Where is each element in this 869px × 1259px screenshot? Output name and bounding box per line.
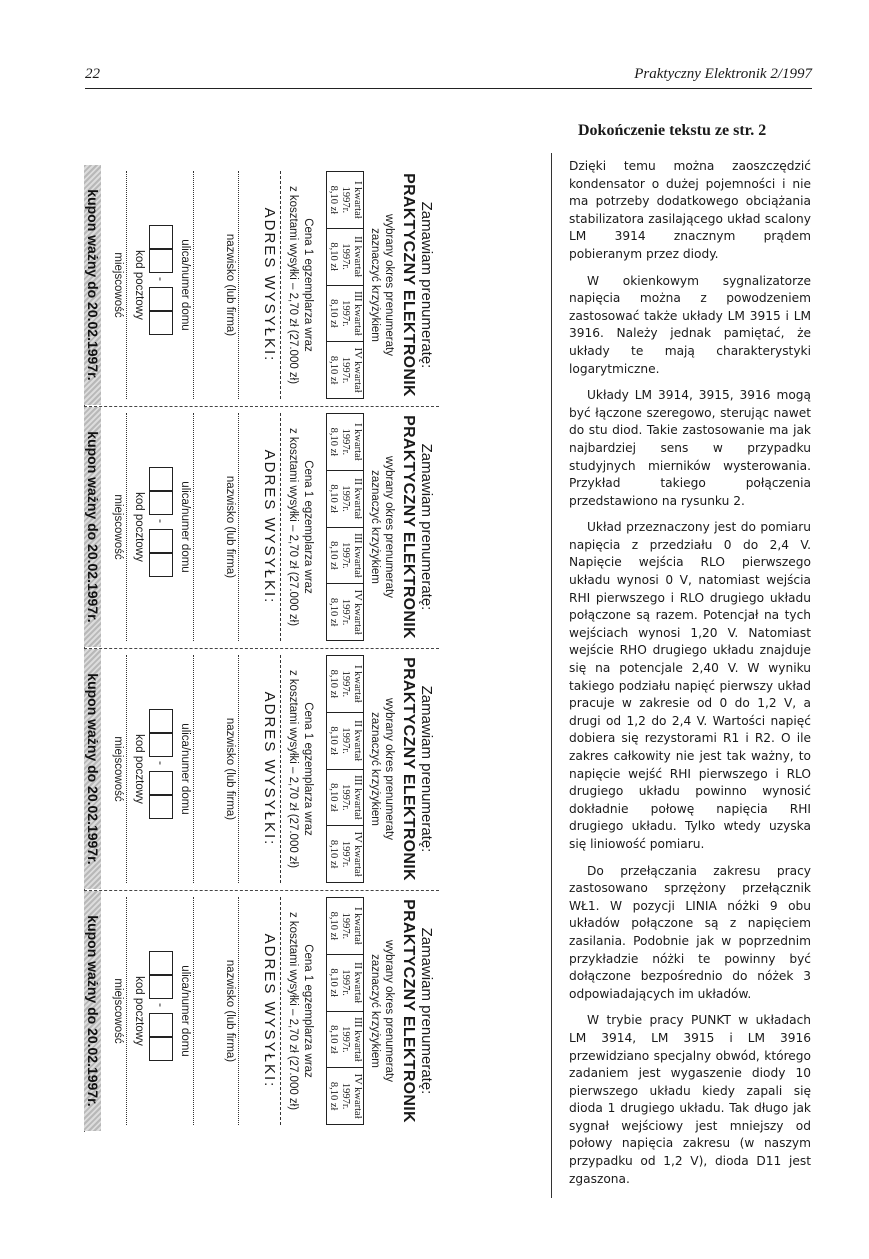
article-paragraph: Dzięki temu można zaoszczędzić kondensator o dużej pojemności i nie ma potrzeby dodatkowego obciążania stabilizatora zasilającego układ scalony LM 3914 znacznym prądem pobieranym przez diody. (569, 159, 811, 261)
postal-digit-box[interactable] (149, 225, 173, 249)
mark-instruction: zaznaczyć krzyżykiem (369, 712, 381, 826)
price-note: Cena 1 egzemplarza wraz (302, 218, 314, 352)
postal-digit-box[interactable] (149, 951, 173, 975)
city-label: miejscowość (112, 494, 124, 560)
mark-instruction: zaznaczyć krzyżykiem (369, 954, 381, 1068)
postal-digit-box[interactable] (149, 553, 173, 577)
street-label: ulica/numer domu (179, 481, 191, 573)
city-label: miejscowość (112, 252, 124, 318)
quarter-checkbox-4[interactable]: IV kwartał 1997r. 8,10 zł (327, 826, 364, 883)
postal-digit-box[interactable] (149, 311, 173, 335)
coupon (84, 407, 439, 647)
order-heading: Zamawiam prenumeratę: (418, 927, 435, 1095)
street-label: ulica/numer domu (179, 965, 191, 1057)
city-field[interactable] (126, 171, 127, 399)
postal-dash: - (154, 761, 168, 765)
divider-line (280, 897, 281, 1125)
postal-digit-box[interactable] (149, 709, 173, 733)
coupon-rotated (84, 649, 439, 889)
name-field[interactable] (238, 897, 239, 1125)
brand-name: PRAKTYCZNY ELEKTRONIK (400, 415, 417, 639)
postal-code-field[interactable] (149, 225, 173, 345)
brand-name: PRAKTYCZNY ELEKTRONIK (400, 899, 417, 1123)
postal-digit-box[interactable] (149, 771, 173, 795)
price-note-shipping: z kosztami wysyłki – 2,70 zł (27.000 zł) (287, 669, 299, 869)
article-paragraph: Do przełączania zakresu pracy zastosowano sprzężony przełącznik WŁ1. W pozycji LINIA nóżki 9 obu układów połączone są z napięciem zasilania. Podobnie jak w poprzednim przykładzie nóżki te powinny być dołączone bezpośrednio do nóżek 3 odpowiadających im układów. (569, 863, 811, 1001)
coupon-cut-line (84, 890, 439, 891)
period-label: wybrany okres prenumeraty (383, 214, 395, 356)
divider-line (280, 171, 281, 399)
street-field[interactable] (193, 413, 194, 641)
address-heading: ADRES WYSYŁKI: (261, 449, 278, 605)
quarter-checkbox-4[interactable]: IV kwartał 1997r. 8,10 zł (327, 342, 364, 399)
quarter-checkbox-4[interactable]: IV kwartał 1997r. 8,10 zł (327, 1068, 364, 1125)
postal-digit-box[interactable] (149, 975, 173, 999)
price-note: Cena 1 egzemplarza wraz (302, 702, 314, 836)
divider-line (280, 655, 281, 883)
quarter-table (326, 655, 364, 883)
name-label: nazwisko (lub firma) (224, 959, 236, 1063)
city-field[interactable] (126, 413, 127, 641)
price-note-shipping: z kosztami wysyłki – 2,70 zł (27.000 zł) (287, 427, 299, 627)
postal-digit-box[interactable] (149, 1013, 173, 1037)
price-note-shipping: z kosztami wysyłki – 2,70 zł (27.000 zł) (287, 911, 299, 1111)
postal-label: kod pocztowy (133, 250, 145, 320)
page-number: 22 (85, 66, 100, 82)
street-field[interactable] (193, 897, 194, 1125)
period-label: wybrany okres prenumeraty (383, 456, 395, 598)
divider-line (280, 413, 281, 641)
price-note: Cena 1 egzemplarza wraz (302, 460, 314, 594)
price-note: Cena 1 egzemplarza wraz (302, 944, 314, 1078)
quarter-checkbox-3[interactable]: III kwartał 1997r. 8,10 zł (327, 527, 364, 584)
street-label: ulica/numer domu (179, 723, 191, 815)
postal-digit-box[interactable] (149, 287, 173, 311)
postal-dash: - (154, 519, 168, 523)
coupon-validity: kupon ważny do 20.02.1997r. (84, 407, 101, 647)
coupon-cut-line (84, 406, 439, 407)
quarter-checkbox-3[interactable]: III kwartał 1997r. 8,10 zł (327, 1011, 364, 1068)
coupon (84, 891, 439, 1131)
quarter-checkbox-2[interactable]: II kwartał 1997r. 8,10 zł (327, 470, 364, 527)
postal-dash: - (154, 277, 168, 281)
address-heading: ADRES WYSYŁKI: (261, 691, 278, 847)
postal-digit-box[interactable] (149, 795, 173, 819)
quarter-checkbox-1[interactable]: I kwartał 1997r. 8,10 zł (327, 656, 364, 713)
city-field[interactable] (126, 655, 127, 883)
article-paragraph: W trybie pracy PUNKT w układach LM 3914, LM 3915 i LM 3916 przewidziano specjalny obwód, którego zadaniem jest wygaszenie diody 10 pierwszego układu kiedy zapali się dioda 1 drugiego układu. Tak długo jak sygnał wejściowy jest mniejszy od połowy napięcia zakresu (w naszym przypadku od 1,2 V), dioda D11 jest zgaszona. (569, 1013, 811, 1186)
order-heading: Zamawiam prenumeratę: (418, 443, 435, 611)
subscription-coupons (84, 165, 439, 1132)
postal-code-field[interactable] (149, 467, 173, 587)
city-label: miejscowość (112, 736, 124, 802)
period-label: wybrany okres prenumeraty (383, 940, 395, 1082)
coupon-rotated (84, 165, 439, 405)
quarter-table (326, 413, 364, 641)
coupon (84, 649, 439, 889)
quarter-checkbox-2[interactable]: II kwartał 1997r. 8,10 zł (327, 712, 364, 769)
postal-digit-box[interactable] (149, 467, 173, 491)
name-label: nazwisko (lub firma) (224, 233, 236, 337)
column-divider (551, 153, 552, 1198)
postal-digit-box[interactable] (149, 1037, 173, 1061)
address-heading: ADRES WYSYŁKI: (261, 933, 278, 1089)
name-field[interactable] (238, 655, 239, 883)
quarter-checkbox-2[interactable]: II kwartał 1997r. 8,10 zł (327, 954, 364, 1011)
period-label: wybrany okres prenumeraty (383, 698, 395, 840)
article-body (569, 158, 811, 1197)
address-heading: ADRES WYSYŁKI: (261, 207, 278, 363)
mark-instruction: zaznaczyć krzyżykiem (369, 470, 381, 584)
article-title: Dokończenie tekstu ze str. 2 (578, 122, 767, 139)
postal-digit-box[interactable] (149, 529, 173, 553)
mark-instruction: zaznaczyć krzyżykiem (369, 228, 381, 342)
name-field[interactable] (238, 413, 239, 641)
article-paragraph: Układy LM 3914, 3915, 3916 mogą być łączone szeregowo, sterując nawet do stu diod. Takie zastosowanie ma jak najbardziej sens w przypadku studyjnych mierników wysterowania. Przykład takiego połączenia przedstawiono na rysunku 2. (569, 388, 811, 508)
postal-code-field[interactable] (149, 951, 173, 1071)
name-field[interactable] (238, 171, 239, 399)
quarter-table (326, 171, 364, 399)
journal-title: Praktyczny Elektronik 2/1997 (634, 66, 812, 82)
postal-label: kod pocztowy (133, 734, 145, 804)
quarter-table (326, 897, 364, 1125)
postal-label: kod pocztowy (133, 976, 145, 1046)
quarter-checkbox-3[interactable]: III kwartał 1997r. 8,10 zł (327, 769, 364, 826)
postal-code-field[interactable] (149, 709, 173, 829)
coupon-validity: kupon ważny do 20.02.1997r. (84, 891, 101, 1131)
quarter-checkbox-1[interactable]: I kwartał 1997r. 8,10 zł (327, 172, 364, 229)
city-field[interactable] (126, 897, 127, 1125)
article-paragraph: W okienkowym sygnalizatorze napięcia można z powodzeniem zastosować także układy LM 3915 i LM 3916. Należy jednak pamiętać, że układy te mają charakterystyki logarytmiczne. (569, 273, 811, 376)
street-label: ulica/numer domu (179, 239, 191, 331)
quarter-checkbox-4[interactable]: IV kwartał 1997r. 8,10 zł (327, 584, 364, 641)
coupon-rotated (84, 891, 439, 1131)
coupon-rotated (84, 407, 439, 647)
coupon (84, 165, 439, 405)
order-heading: Zamawiam prenumeratę: (418, 201, 435, 369)
order-heading: Zamawiam prenumeratę: (418, 685, 435, 853)
page-header (85, 64, 812, 89)
brand-name: PRAKTYCZNY ELEKTRONIK (400, 173, 417, 397)
postal-digit-box[interactable] (149, 733, 173, 757)
street-field[interactable] (193, 655, 194, 883)
coupon-validity: kupon ważny do 20.02.1997r. (84, 165, 101, 405)
article-paragraph: Układ przeznaczony jest do pomiaru napięcia z przedziału 0 do 2,4 V. Napięcie wejścia RLO pierwszego układu wynosi 0 V, natomiast wejścia RHI pierwszego i RLO drugiego układu połączone są razem. Potencjał na tych wejściach wynosi 1,20 V. Natomiast wejście RHO drugiego układu znajduje się na potencjale 2,40 V. W wyniku takiego podziału napięć pierwszy układ pracuje w zakresie od 0 do 1,2 V, a drugi od 1,2 do 2,4 V. Wartości napięć dobiera się rezystorami R1 i R2. O ile zakres całkowity nie jest tak ważny, to napięcie wejść RHI pierwszego i RLO drugiego układu powinno wynosić dokładnie połowę napięcia RHI drugiego układu. Tylko wtedy uzyska się liniowość pomiaru. (569, 520, 811, 851)
name-label: nazwisko (lub firma) (224, 717, 236, 821)
postal-digit-box[interactable] (149, 249, 173, 273)
street-field[interactable] (193, 171, 194, 399)
city-label: miejscowość (112, 978, 124, 1044)
price-note-shipping: z kosztami wysyłki – 2,70 zł (27.000 zł) (287, 185, 299, 385)
brand-name: PRAKTYCZNY ELEKTRONIK (400, 657, 417, 881)
postal-dash: - (154, 1003, 168, 1007)
coupon-validity: kupon ważny do 20.02.1997r. (84, 649, 101, 889)
coupon-cut-line (84, 648, 439, 649)
quarter-checkbox-1[interactable]: I kwartał 1997r. 8,10 zł (327, 898, 364, 955)
quarter-checkbox-1[interactable]: I kwartał 1997r. 8,10 zł (327, 414, 364, 471)
name-label: nazwisko (lub firma) (224, 475, 236, 579)
postal-label: kod pocztowy (133, 492, 145, 562)
quarter-checkbox-3[interactable]: III kwartał 1997r. 8,10 zł (327, 285, 364, 342)
quarter-checkbox-2[interactable]: II kwartał 1997r. 8,10 zł (327, 228, 364, 285)
postal-digit-box[interactable] (149, 491, 173, 515)
